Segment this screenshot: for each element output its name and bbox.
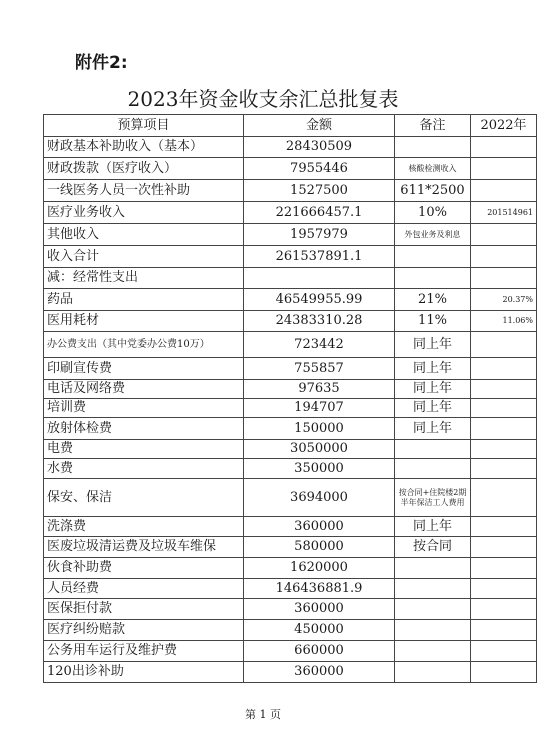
row-item: 人员经费 [44,579,244,599]
table-row [44,662,537,683]
table-row [44,440,537,459]
row-prev-year [471,558,537,579]
row-prev-year [471,158,537,180]
row-item: 电费 [44,440,244,459]
table-row [44,399,537,418]
table-row [44,137,537,158]
row-amount: 146436881.9 [244,579,395,599]
row-note [395,558,471,579]
row-amount: 261537891.1 [244,246,395,268]
row-amount: 24383310.28 [244,311,395,332]
row-item: 医用耗材 [44,311,244,332]
row-amount: 150000 [244,418,395,440]
row-prev-year [471,418,537,440]
row-prev-year [471,137,537,158]
header-note: 备注 [395,115,471,137]
row-prev-year [471,459,537,479]
row-amount: 97635 [244,380,395,399]
row-note [395,662,471,683]
header-item: 预算项目 [44,115,244,137]
row-prev-year [471,380,537,399]
row-prev-year [471,599,537,620]
row-prev-year [471,579,537,599]
row-note: 外包业务及利息 [395,224,471,246]
row-note: 同上年 [395,358,471,380]
row-note [395,137,471,158]
row-note [395,599,471,620]
row-amount [244,268,395,289]
table-row [44,289,537,311]
row-item: 公务用车运行及维护费 [44,641,244,662]
table-header-row [44,115,537,137]
header-prev-year: 2022年 [471,115,537,137]
row-item: 办公费支出（其中党委办公费10万） [44,332,244,358]
row-note: 核酸检测收入 [395,158,471,180]
table-row [44,158,537,180]
attachment-label: 附件2: [75,53,128,73]
table-row [44,479,537,517]
budget-table [43,114,537,683]
row-amount: 1620000 [244,558,395,579]
row-item: 医保拒付款 [44,599,244,620]
row-item: 培训费 [44,399,244,418]
row-prev-year [471,246,537,268]
row-note [395,268,471,289]
row-amount: 660000 [244,641,395,662]
row-amount: 46549955.99 [244,289,395,311]
page-number: 第 1 页 [245,708,281,721]
table-row [44,332,537,358]
row-item: 洗涤费 [44,517,244,537]
table-row [44,311,537,332]
row-item: 财政基本补助收入（基本） [44,137,244,158]
row-amount: 194707 [244,399,395,418]
table-row [44,180,537,202]
row-item: 财政拨款（医疗收入） [44,158,244,180]
row-note: 同上年 [395,517,471,537]
row-prev-year: 201514961 [471,202,537,224]
row-amount: 360000 [244,517,395,537]
row-prev-year [471,358,537,380]
row-note [395,579,471,599]
row-amount: 360000 [244,599,395,620]
row-item: 水费 [44,459,244,479]
row-amount: 723442 [244,332,395,358]
row-item: 其他收入 [44,224,244,246]
row-amount: 580000 [244,537,395,558]
table-row [44,380,537,399]
row-item: 减：经常性支出 [44,268,244,289]
row-amount: 221666457.1 [244,202,395,224]
row-amount: 1527500 [244,180,395,202]
row-note [395,620,471,641]
row-prev-year [471,620,537,641]
table-row [44,268,537,289]
row-prev-year [471,479,537,517]
row-amount: 755857 [244,358,395,380]
row-amount: 28430509 [244,137,395,158]
row-note [395,459,471,479]
row-item: 120出诊补助 [44,662,244,683]
row-note: 10% [395,202,471,224]
row-note: 同上年 [395,418,471,440]
row-note [395,641,471,662]
row-prev-year [471,662,537,683]
row-amount: 3694000 [244,479,395,517]
row-amount: 3050000 [244,440,395,459]
row-note: 611*2500 [395,180,471,202]
page-title: 2023年资金收支余汇总批复表 [127,87,399,111]
table-row [44,358,537,380]
row-item: 印刷宣传费 [44,358,244,380]
row-note [395,246,471,268]
row-prev-year [471,399,537,418]
row-amount: 350000 [244,459,395,479]
table-row [44,599,537,620]
table-row [44,202,537,224]
table-row [44,620,537,641]
row-prev-year [471,641,537,662]
row-amount: 1957979 [244,224,395,246]
row-note: 21% [395,289,471,311]
table-row [44,418,537,440]
row-item: 医疗业务收入 [44,202,244,224]
row-prev-year: 20.37% [471,289,537,311]
row-item: 药品 [44,289,244,311]
row-prev-year [471,268,537,289]
row-prev-year [471,332,537,358]
row-amount: 450000 [244,620,395,641]
table-row [44,224,537,246]
table-row [44,517,537,537]
row-note: 按合同 [395,537,471,558]
table-row [44,246,537,268]
row-prev-year [471,180,537,202]
row-item: 保安、保洁 [44,479,244,517]
row-prev-year: 11.06% [471,311,537,332]
row-item: 电话及网络费 [44,380,244,399]
header-amount: 金额 [244,115,395,137]
row-note [395,440,471,459]
table-row [44,641,537,662]
row-amount: 7955446 [244,158,395,180]
row-item: 医疗纠纷赔款 [44,620,244,641]
table-row [44,579,537,599]
row-item: 医废垃圾清运费及垃圾车维保 [44,537,244,558]
row-note: 11% [395,311,471,332]
row-note: 同上年 [395,380,471,399]
row-prev-year [471,440,537,459]
table-row [44,537,537,558]
row-amount: 360000 [244,662,395,683]
row-note: 按合同+住院楼2期半年保洁工人费用 [395,479,471,517]
row-note: 同上年 [395,399,471,418]
row-prev-year [471,517,537,537]
row-item: 收入合计 [44,246,244,268]
row-prev-year [471,537,537,558]
table-row [44,558,537,579]
row-prev-year [471,224,537,246]
row-item: 放射体检费 [44,418,244,440]
row-item: 伙食补助费 [44,558,244,579]
table-row [44,459,537,479]
row-note: 同上年 [395,332,471,358]
row-item: 一线医务人员一次性补助 [44,180,244,202]
